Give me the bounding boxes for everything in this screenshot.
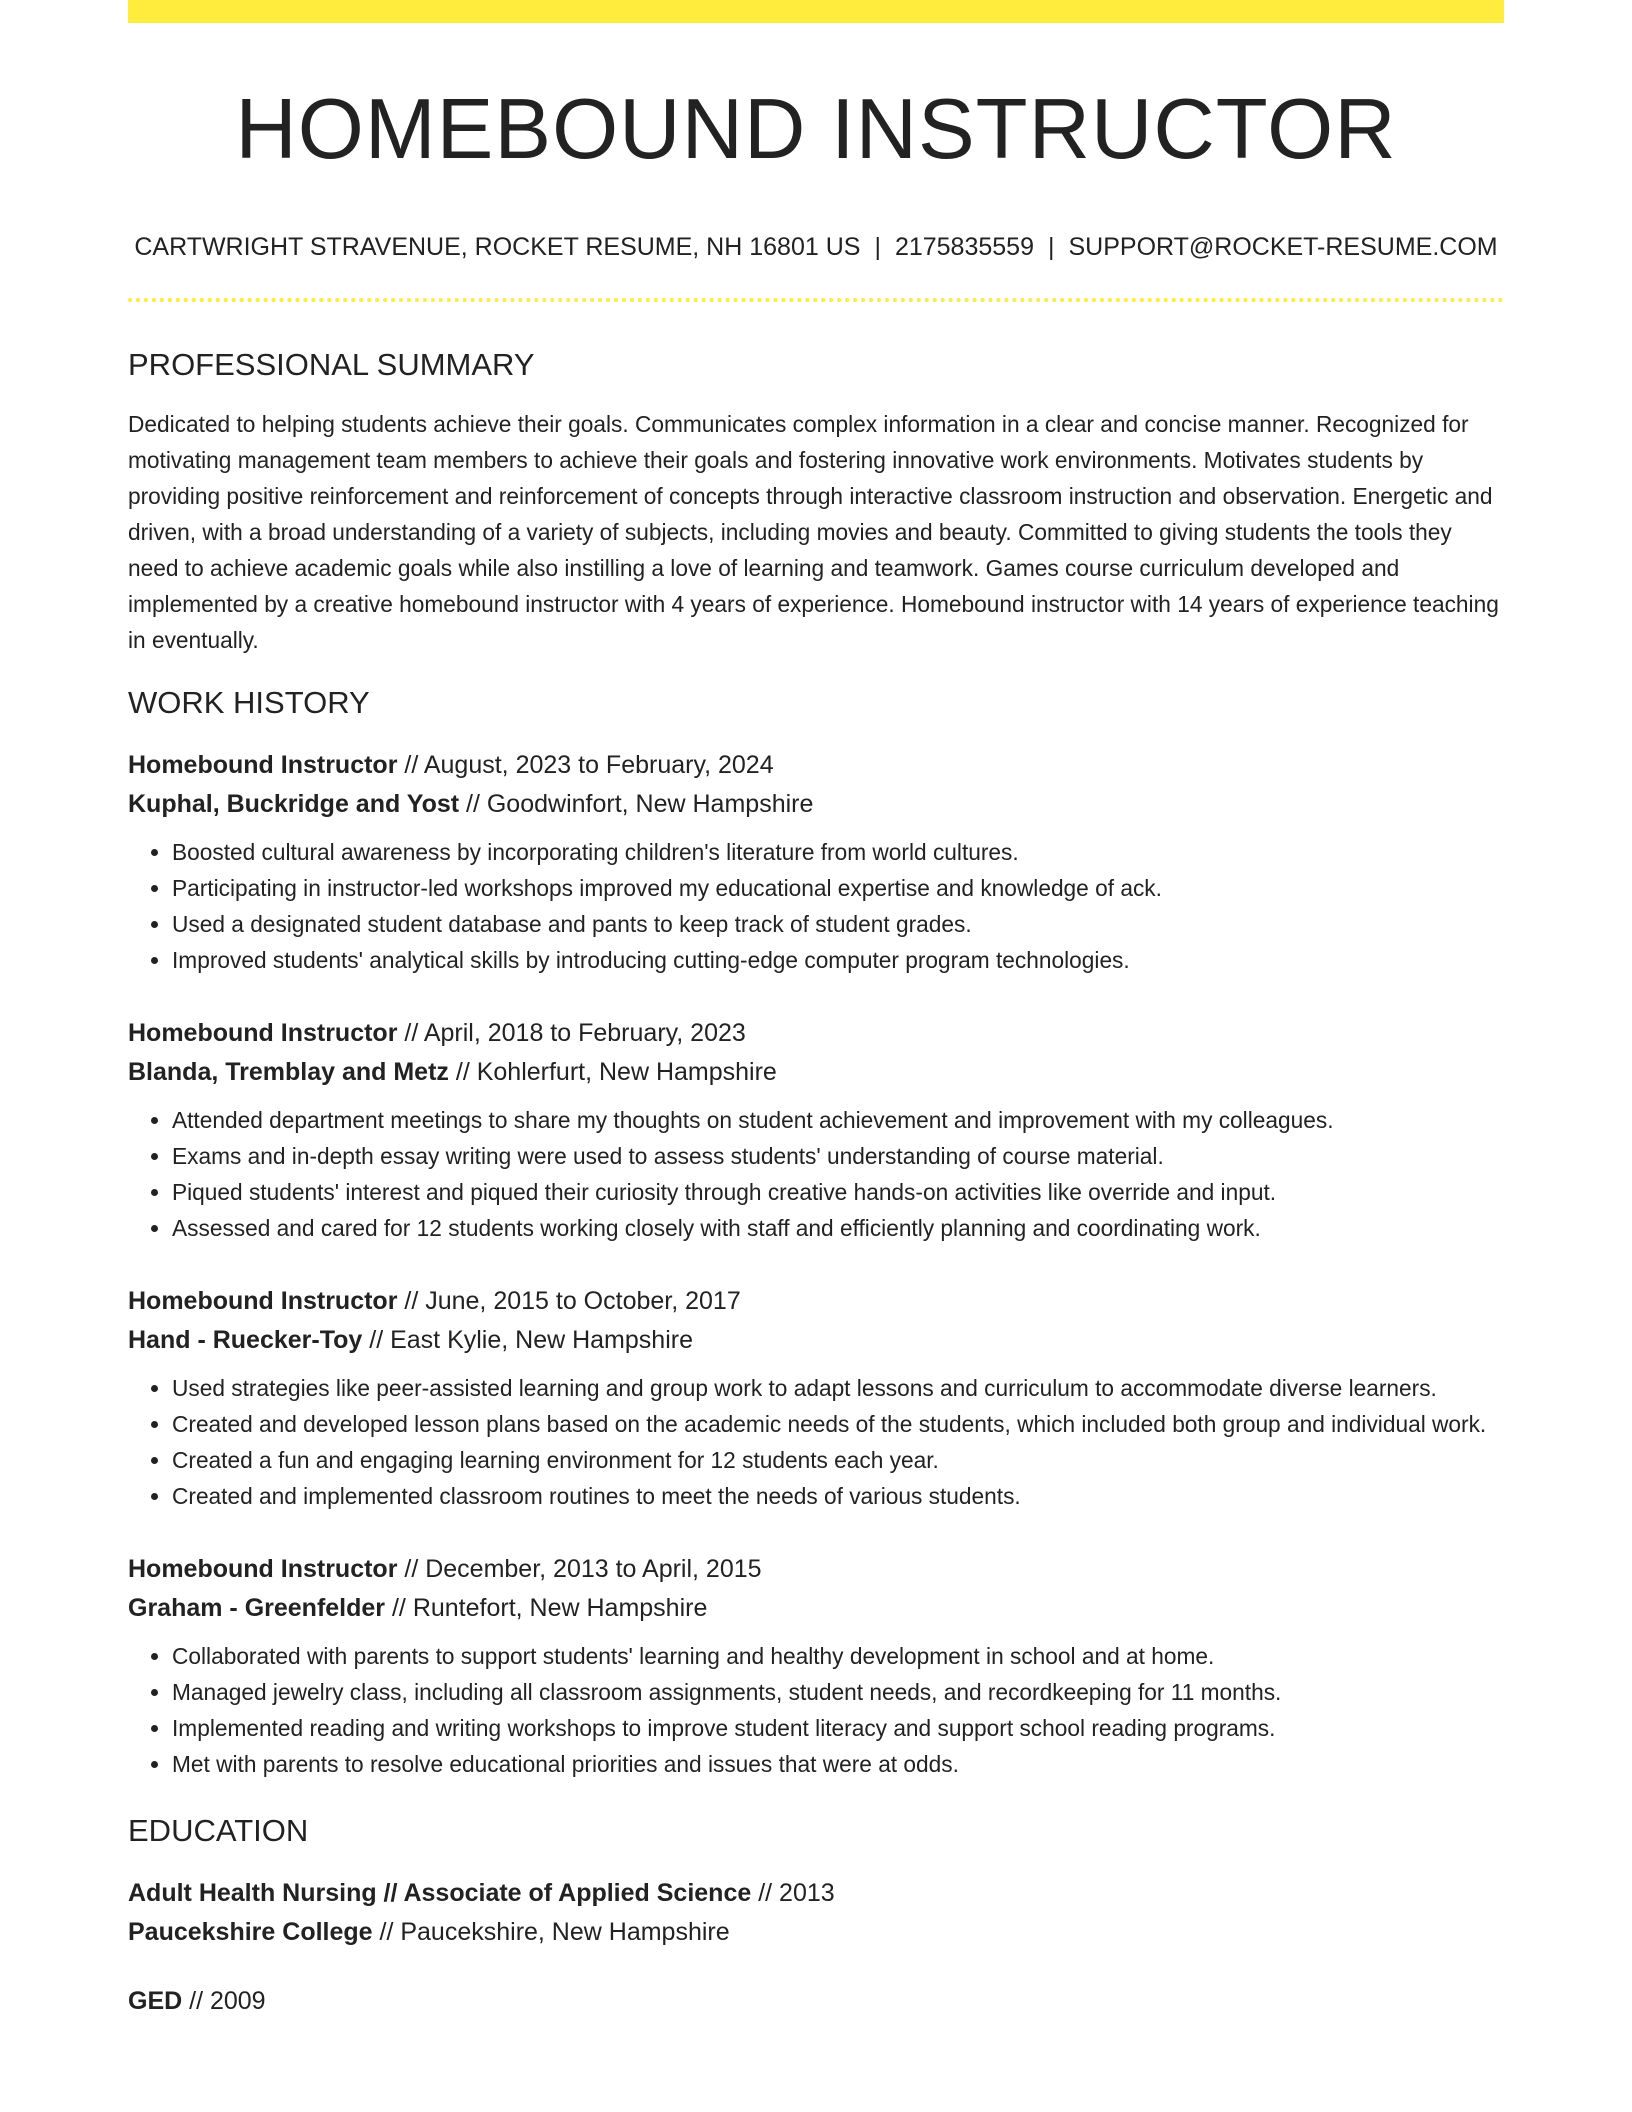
contact-separator: | <box>1047 233 1055 261</box>
education-entry <box>128 1982 1504 2021</box>
job-company: Blanda, Tremblay and Metz <box>128 1058 449 1086</box>
education-heading: EDUCATION <box>128 1813 309 1848</box>
job-bullet: • Used strategies like peer-assisted learning and group work to adapt lessons and curriculum to accommodate diverse learners. <box>172 1370 1504 1406</box>
job-bullet: • Attended department meetings to share my thoughts on student achievement and improvement with my colleagues. <box>172 1102 1504 1138</box>
job-title-line <box>128 1550 1504 1589</box>
job-role: Homebound Instructor <box>128 1287 398 1315</box>
job-bullets <box>128 1638 1504 1782</box>
education-degree: GED <box>128 1987 183 2015</box>
job-company-line <box>128 785 1504 824</box>
job-bullet: • Used a designated student database and pants to keep track of student grades. <box>172 906 1504 942</box>
job-company-line <box>128 1053 1504 1092</box>
job-bullet: • Participating in instructor-led workshops improved my educational expertise and knowledge of ack. <box>172 870 1504 906</box>
candidate-name: HOMEBOUND INSTRUCTOR <box>235 82 1397 177</box>
job-bullet: • Boosted cultural awareness by incorporating children's literature from world cultures. <box>172 834 1504 870</box>
contact-email: SUPPORT@ROCKET-RESUME.COM <box>1068 233 1498 261</box>
job-entry <box>128 1282 1504 1514</box>
job-company: Kuphal, Buckridge and Yost <box>128 790 460 818</box>
education-degree: Adult Health Nursing // Associate of Applied Science <box>128 1879 752 1907</box>
job-location: // Goodwinfort, New Hampshire <box>459 790 814 818</box>
job-dates: // December, 2013 to April, 2015 <box>397 1555 762 1583</box>
job-company: Graham - Greenfelder <box>128 1594 386 1622</box>
job-bullets <box>128 834 1504 978</box>
job-entry <box>128 1550 1504 1782</box>
contact-address: CARTWRIGHT STRAVENUE, ROCKET RESUME, NH 16801 US <box>134 233 861 261</box>
job-company-line <box>128 1321 1504 1360</box>
education-year: // 2009 <box>182 1987 266 2015</box>
education-degree-line <box>128 1874 1504 1913</box>
job-bullet: • Piqued students' interest and piqued their curiosity through creative hands-on activities like override and input. <box>172 1174 1504 1210</box>
job-role: Homebound Instructor <box>128 1019 398 1047</box>
job-bullet: • Improved students' analytical skills by introducing cutting-edge computer program technologies. <box>172 942 1504 978</box>
job-bullet: • Managed jewelry class, including all classroom assignments, student needs, and recordkeeping for 11 months. <box>172 1674 1504 1710</box>
work-history-heading: WORK HISTORY <box>128 685 370 720</box>
job-bullets <box>128 1370 1504 1514</box>
job-dates: // April, 2018 to February, 2023 <box>397 1019 746 1047</box>
education-entry <box>128 1874 1504 1952</box>
job-location: // East Kylie, New Hampshire <box>362 1326 693 1354</box>
job-company: Hand - Ruecker-Toy <box>128 1326 363 1354</box>
education-school: Paucekshire College <box>128 1918 373 1946</box>
job-role: Homebound Instructor <box>128 1555 398 1583</box>
job-title-line <box>128 1282 1504 1321</box>
job-title-line <box>128 1014 1504 1053</box>
education-degree-line <box>128 1982 1504 2021</box>
dotted-divider <box>128 298 1504 302</box>
job-entry <box>128 1014 1504 1246</box>
contact-separator: | <box>874 233 881 261</box>
job-title-line <box>128 746 1504 785</box>
job-bullet: • Implemented reading and writing workshops to improve student literacy and support school reading programs. <box>172 1710 1504 1746</box>
job-bullet: • Created and developed lesson plans based on the academic needs of the students, which included both group and individual work. <box>172 1406 1504 1442</box>
job-company-line <box>128 1589 1504 1628</box>
job-bullet: • Met with parents to resolve educational priorities and issues that were at odds. <box>172 1746 1504 1782</box>
job-dates: // August, 2023 to February, 2024 <box>397 751 774 779</box>
education-location: // Paucekshire, New Hampshire <box>372 1918 730 1946</box>
resume-content <box>128 0 1504 2021</box>
job-bullet: • Created a fun and engaging learning environment for 12 students each year. <box>172 1442 1504 1478</box>
job-bullets <box>128 1102 1504 1246</box>
job-bullet: • Created and implemented classroom routines to meet the needs of various students. <box>172 1478 1504 1514</box>
summary-text: Dedicated to helping students achieve their goals. Communicates complex information in a clear and concise manner. Recognized for motivating management team members to achieve their goals and fostering innovative work environments. Motivates students by providing positive reinforcement and reinforcement of concepts through interactive classroom instruction and observation. Energetic and driven, with a broad understanding of a variety of subjects, including movies and beauty. Committed to giving students the tools they need to achieve academic goals while also instilling a love of learning and teamwork. Games course curriculum developed and implemented by a creative homebound instructor with 4 years of experience. Homebound instructor with 14 years of experience teaching in eventually. <box>128 411 1499 653</box>
job-entry <box>128 746 1504 978</box>
job-location: // Runtefort, New Hampshire <box>385 1594 708 1622</box>
education-school-line <box>128 1913 1504 1952</box>
contact-line <box>128 232 1504 262</box>
job-dates: // June, 2015 to October, 2017 <box>397 1287 741 1315</box>
education-year: // 2013 <box>751 1879 835 1907</box>
job-location: // Kohlerfurt, New Hampshire <box>448 1058 777 1086</box>
job-bullet: • Exams and in-depth essay writing were used to assess students' understanding of course material. <box>172 1138 1504 1174</box>
job-bullet: • Assessed and cared for 12 students working closely with staff and efficiently planning and coordinating work. <box>172 1210 1504 1246</box>
job-bullet: • Collaborated with parents to support students' learning and healthy development in school and at home. <box>172 1638 1504 1674</box>
job-role: Homebound Instructor <box>128 751 398 779</box>
summary-heading: PROFESSIONAL SUMMARY <box>128 347 535 382</box>
contact-phone: 2175835559 <box>894 233 1034 261</box>
